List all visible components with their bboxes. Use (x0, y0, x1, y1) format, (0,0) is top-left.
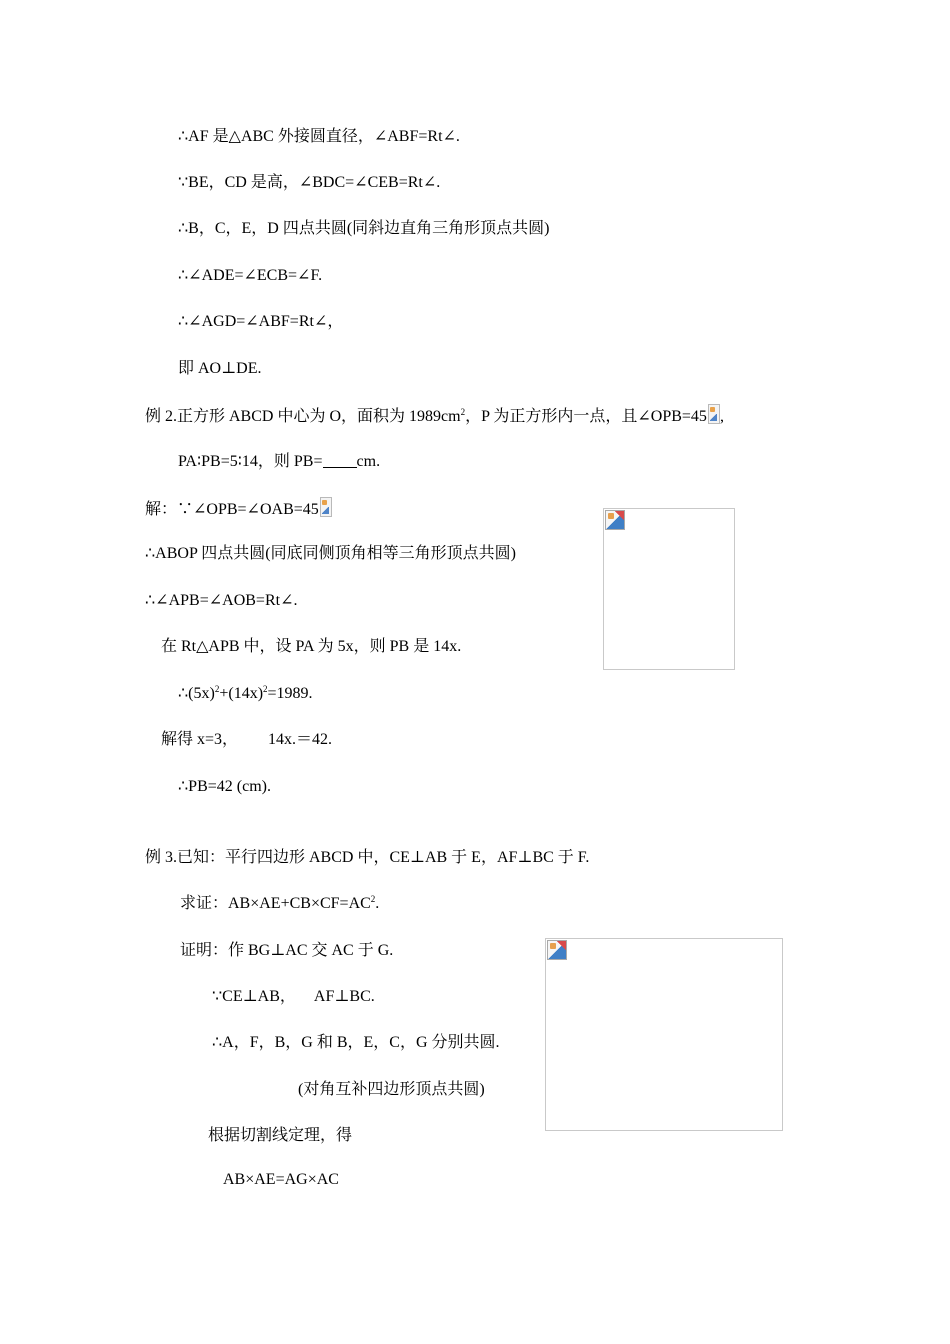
text-run: ∵CE⊥AB， (212, 988, 296, 1005)
solution-line: ∴ABOP 四点共圆(同底同侧顶角相等三角形顶点共圆) (145, 545, 516, 562)
example-3-heading: 例 3.已知：平行四边形 ABCD 中，CE⊥AB 于 E，AF⊥BC 于 F. (145, 849, 590, 866)
text-line: ∴∠ADE=∠ECB=∠F. (178, 267, 323, 284)
solution-line (178, 684, 313, 704)
text-run: . (375, 895, 380, 912)
text-run: , (719, 408, 724, 425)
figure-placeholder (603, 508, 735, 670)
text-run: 解：∵∠OPB=∠OAB=45 (145, 501, 319, 518)
text-run: 14x.＝42. (268, 731, 333, 748)
superscript: 2 (263, 684, 268, 694)
text-line: ∴∠AGD=∠ABF=Rt∠， (178, 313, 344, 330)
text-run: =1989. (267, 685, 313, 702)
broken-image-icon (708, 404, 720, 424)
broken-image-icon (605, 510, 625, 530)
text-run: 解得 x=3， (161, 731, 239, 748)
text-line: ∵BE，CD 是高，∠BDC=∠CEB=Rt∠. (178, 174, 441, 191)
solution-line (161, 730, 332, 750)
figure-placeholder (545, 938, 783, 1131)
text-run: 例 2.正方形 ABCD 中心为 O，面积为 1989cm (145, 408, 461, 425)
answer-blank (323, 453, 357, 468)
solution-line (145, 497, 332, 520)
superscript: 2 (370, 894, 376, 904)
solution-line: ∴∠APB=∠AOB=Rt∠. (145, 592, 298, 609)
broken-image-icon (320, 497, 332, 517)
solution-line: ∴PB=42 (cm). (178, 778, 271, 795)
broken-image-icon (547, 940, 567, 960)
text-line: ∴AF 是△ABC 外接圆直径，∠ABF=Rt∠. (178, 128, 460, 145)
proof-line: 根据切割线定理，得 (208, 1127, 353, 1144)
text-run: PA∶PB=5∶14，则 PB= (178, 453, 323, 470)
text-run: AF⊥BC. (313, 988, 375, 1005)
proof-line: ∴A，F，B，G 和 B，E，C，G 分别共圆. (212, 1034, 500, 1051)
text-run: 求证：AB×AE+CB×CF=AC (180, 895, 371, 912)
proof-line: (对角互补四边形顶点共圆) (298, 1081, 485, 1098)
text-line: ∴B，C，E，D 四点共圆(同斜边直角三角形顶点共圆) (178, 220, 550, 237)
text-line: 即 AO⊥DE. (178, 360, 262, 377)
proof-line (212, 987, 375, 1007)
proof-line: 证明：作 BG⊥AC 交 AC 于 G. (180, 942, 394, 959)
text-run: ∴(5x) (178, 685, 215, 702)
proof-line: AB×AE=AG×AC (223, 1171, 339, 1188)
text-run: ，P 为正方形内一点，且∠OPB=45 (465, 408, 707, 425)
superscript: 2 (214, 684, 220, 694)
solution-line: 在 Rt△APB 中，设 PA 为 5x，则 PB 是 14x. (161, 638, 462, 655)
prove-line (180, 894, 379, 914)
text-run: cm. (356, 453, 381, 470)
text-run: +(14x) (219, 685, 264, 702)
example-2-question (178, 452, 380, 472)
superscript: 2 (460, 407, 466, 417)
example-2-heading (145, 404, 724, 427)
